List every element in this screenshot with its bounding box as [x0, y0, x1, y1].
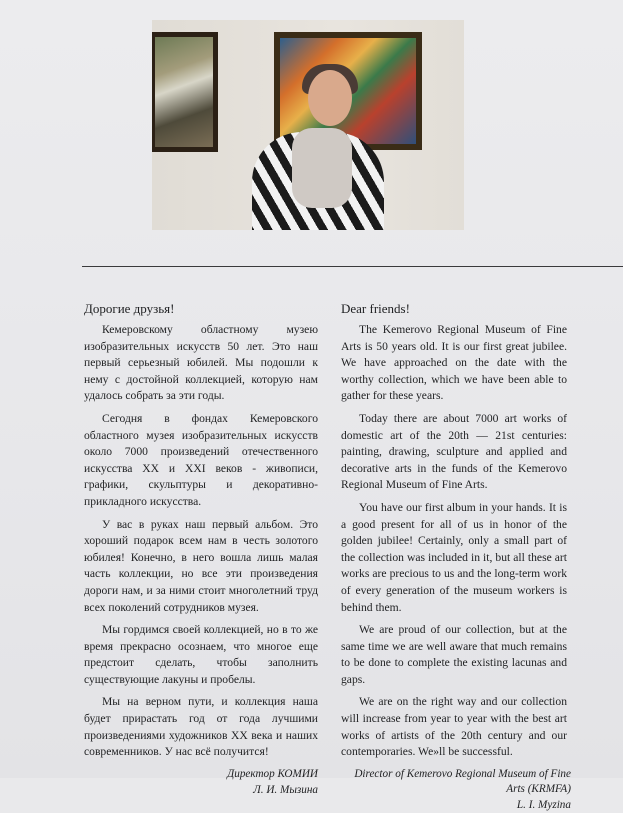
- english-column: [341, 301, 571, 813]
- painting-left: [152, 32, 218, 152]
- paragraph-ru-4: Мы гордимся своей коллекцией, но в то же время прекрасно осознаем, что многое еще предстоит сделать, чтобы заполнить существующие лакуны и пробелы.: [84, 623, 318, 686]
- paragraph-ru-3: У вас в руках наш первый альбом. Это хороший подарок всем нам в честь золотого юбилея! Конечно, в него вошла лишь малая часть коллекции, но все эти произведения дороги нам, и за ними стоит многолетний труд всех поколений сотрудников музея.: [84, 517, 318, 614]
- paragraph-ru-1: Кемеровскому областному музею изобразительных искусств 50 лет. Это наш первый серьезный юбилей. Мы подошли к нему с достойной коллекцией, которую нам удалось собрать за эти годы.: [84, 323, 318, 403]
- signature-title-ru: Директор КОМИИ: [227, 767, 318, 780]
- greeting-ru: Дорогие друзья!: [84, 301, 175, 316]
- divider-line: [82, 266, 623, 267]
- signature-name-ru: Л. И. Мызина: [253, 783, 318, 796]
- signature-title-en: Director of Kemerovo Regional Museum of Fine Arts (KRMFA): [354, 767, 571, 795]
- person-scarf: [292, 128, 352, 208]
- russian-column: [84, 301, 318, 798]
- paragraph-ru-5: Мы на верном пути, и коллекция наша будет прирастать год от года лучшими произведениями художников XX века и наших современников. У нас всё получится!: [84, 695, 318, 759]
- paragraph-en-3: You have our first album in your hands. It is a good present for all of us in honor of the golden jubilee! Certainly, only a small part of the collection was included in it, but all these art works are precious to us and the long-term work of every generation of the museum workers is behind them.: [341, 500, 567, 614]
- paragraph-en-2: Today there are about 7000 art works of domestic art of the 20th — 21st centuries: painting, drawing, sculpture and applied and decorative arts in the funds of the Kemerovo Regional Museum of Fine Arts.: [341, 411, 567, 492]
- signature-name-en: L. I. Myzina: [516, 798, 571, 811]
- paragraph-ru-2: Сегодня в фондах Кемеровского областного музея изобразительных искусств около 7000 произведений отечественного искусства XX и XXI веков - живописи, графики, скульптуры и декоративно-прикладного искусства.: [84, 411, 318, 508]
- portrait-photo: [152, 20, 464, 230]
- paragraph-en-5: We are on the right way and our collection will increase from year to year with the best art works of artists of the 20th century and our contemporaries. We»ll be successful.: [341, 695, 567, 759]
- greeting-en: Dear friends!: [341, 301, 410, 316]
- paragraph-en-1: The Kemerovo Regional Museum of Fine Arts is 50 years old. It is our first great jubilee. We have approached on the date with the worthy collection, which we have been able to gather for these years.: [341, 323, 567, 403]
- paragraph-en-4: We are proud of our collection, but at the same time we are well aware that much remains to be done to complete the existing lacunas and gaps.: [341, 623, 567, 686]
- person-head: [308, 70, 352, 126]
